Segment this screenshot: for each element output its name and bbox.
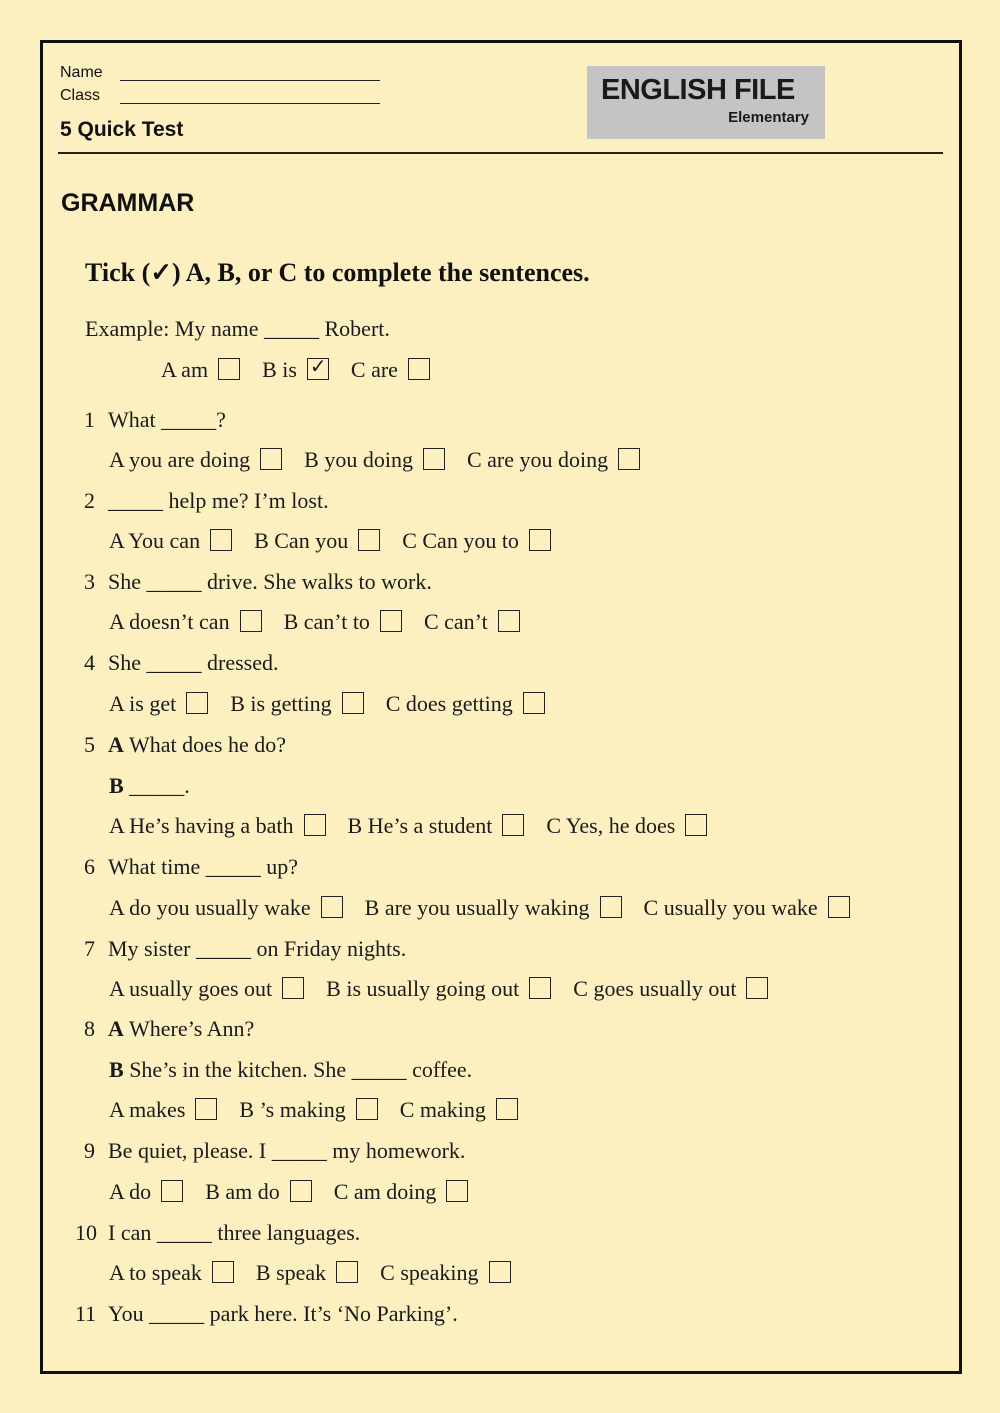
checkbox-b[interactable] xyxy=(380,610,402,632)
question-6-options xyxy=(109,895,850,921)
question-number: 3 xyxy=(84,569,95,594)
option-c: C Yes, he does xyxy=(546,813,676,838)
question-2 xyxy=(84,488,329,514)
checkbox-b[interactable] xyxy=(342,692,364,714)
question-number: 6 xyxy=(84,854,95,879)
example-option-b: B is xyxy=(262,357,297,382)
checkbox-a[interactable] xyxy=(321,896,343,918)
option-b: B is usually going out xyxy=(326,976,520,1001)
checkbox-c[interactable] xyxy=(489,1261,511,1283)
speaker-a: A xyxy=(108,1016,124,1041)
question-text: She _____ drive. She walks to work. xyxy=(108,569,432,594)
checkbox-a[interactable] xyxy=(282,977,304,999)
question-text: What _____? xyxy=(108,407,226,432)
checkbox-b[interactable] xyxy=(336,1261,358,1283)
option-b: B are you usually waking xyxy=(364,895,590,920)
name-field[interactable] xyxy=(120,80,380,81)
checkbox-a[interactable] xyxy=(212,1261,234,1283)
option-a: A do you usually wake xyxy=(109,895,311,920)
instruction: Tick (✓) A, B, or C to complete the sentences. xyxy=(85,258,590,287)
option-b: B ’s making xyxy=(239,1097,346,1122)
question-number: 1 xyxy=(84,407,95,432)
logo-title: ENGLISH FILE xyxy=(601,74,795,106)
question-9-options xyxy=(109,1179,468,1205)
question-8 xyxy=(84,1016,254,1042)
question-9 xyxy=(84,1138,465,1164)
question-text-b: _____. xyxy=(129,773,190,798)
example-options xyxy=(161,354,430,383)
question-2-options xyxy=(109,528,551,554)
question-number: 5 xyxy=(84,732,95,757)
option-c: C can’t xyxy=(423,609,488,634)
question-6 xyxy=(84,854,298,880)
checkbox-a[interactable] xyxy=(260,448,282,470)
option-a: A doesn’t can xyxy=(109,609,230,634)
option-c: C does getting xyxy=(385,691,513,716)
question-number: 8 xyxy=(84,1016,95,1041)
question-11 xyxy=(75,1301,458,1327)
question-3-options xyxy=(109,609,520,635)
question-text-a: Where’s Ann? xyxy=(129,1016,255,1041)
checkbox-a[interactable] xyxy=(240,610,262,632)
question-text: She _____ dressed. xyxy=(108,650,279,675)
checkbox-b[interactable] xyxy=(356,1098,378,1120)
example-checkbox-a[interactable] xyxy=(218,358,240,380)
checkbox-c[interactable] xyxy=(685,814,707,836)
checkbox-c[interactable] xyxy=(529,529,551,551)
checkbox-b[interactable] xyxy=(423,448,445,470)
class-label: Class xyxy=(60,87,101,104)
option-b: B you doing xyxy=(304,447,413,472)
checkbox-b[interactable] xyxy=(502,814,524,836)
header-divider xyxy=(58,152,943,154)
option-c: C Can you to xyxy=(402,528,519,553)
question-5-response xyxy=(109,773,190,799)
checkbox-c[interactable] xyxy=(496,1098,518,1120)
name-label: Name xyxy=(60,64,103,81)
test-title: 5 Quick Test xyxy=(60,118,184,141)
option-c: C am doing xyxy=(333,1179,437,1204)
question-number: 9 xyxy=(84,1138,95,1163)
question-3 xyxy=(84,569,432,595)
question-7 xyxy=(84,936,406,962)
logo-level: Elementary xyxy=(728,109,809,126)
english-file-logo xyxy=(587,66,825,139)
checkbox-b[interactable] xyxy=(358,529,380,551)
example-sentence: Example: My name _____ Robert. xyxy=(85,316,390,341)
checkbox-a[interactable] xyxy=(161,1180,183,1202)
question-text: What time _____ up? xyxy=(108,854,299,879)
speaker-b: B xyxy=(109,1057,124,1082)
question-text-b: She’s in the kitchen. She _____ coffee. xyxy=(129,1057,473,1082)
question-8-response xyxy=(109,1057,472,1083)
question-8-options xyxy=(109,1097,518,1123)
checkbox-b[interactable] xyxy=(290,1180,312,1202)
question-text: I can _____ three languages. xyxy=(108,1220,361,1245)
option-c: C are you doing xyxy=(466,447,609,472)
option-a: A He’s having a bath xyxy=(109,813,294,838)
option-a: A You can xyxy=(109,528,201,553)
question-number: 4 xyxy=(84,650,95,675)
speaker-a: A xyxy=(108,732,124,757)
checkbox-c[interactable] xyxy=(446,1180,468,1202)
checkbox-c[interactable] xyxy=(523,692,545,714)
option-b: B He’s a student xyxy=(347,813,493,838)
option-a: A makes xyxy=(109,1097,186,1122)
example-checkbox-b[interactable] xyxy=(307,354,329,380)
question-text: _____ help me? I’m lost. xyxy=(108,488,329,513)
option-a: A usually goes out xyxy=(109,976,273,1001)
option-a: A to speak xyxy=(109,1260,202,1285)
option-b: B am do xyxy=(205,1179,280,1204)
example-option-a: A am xyxy=(161,357,209,382)
option-b: B Can you xyxy=(254,528,349,553)
option-a: A is get xyxy=(109,691,177,716)
checkbox-c[interactable] xyxy=(828,896,850,918)
example-checkbox-c[interactable] xyxy=(408,358,430,380)
option-a: A you are doing xyxy=(109,447,251,472)
checkbox-a[interactable] xyxy=(304,814,326,836)
option-b: B is getting xyxy=(230,691,332,716)
checkbox-c[interactable] xyxy=(498,610,520,632)
checkbox-b[interactable] xyxy=(600,896,622,918)
section-title: GRAMMAR xyxy=(61,189,195,217)
question-5-options xyxy=(109,813,707,839)
option-c: C usually you wake xyxy=(643,895,818,920)
question-4 xyxy=(84,650,278,676)
option-c: C goes usually out xyxy=(573,976,737,1001)
speaker-b: B xyxy=(109,773,124,798)
question-number: 10 xyxy=(75,1220,97,1245)
question-1-options xyxy=(109,447,640,473)
question-1 xyxy=(84,407,226,433)
question-number: 11 xyxy=(75,1301,97,1326)
checkbox-a[interactable] xyxy=(186,692,208,714)
option-c: C making xyxy=(399,1097,486,1122)
class-field[interactable] xyxy=(120,103,380,104)
checkbox-c[interactable] xyxy=(618,448,640,470)
question-text-a: What does he do? xyxy=(129,732,286,757)
question-5 xyxy=(84,732,286,758)
option-c: C speaking xyxy=(380,1260,479,1285)
checkbox-b[interactable] xyxy=(529,977,551,999)
checkbox-a[interactable] xyxy=(210,529,232,551)
example-option-c: C are xyxy=(350,357,398,382)
question-number: 7 xyxy=(84,936,95,961)
question-text: My sister _____ on Friday nights. xyxy=(108,936,407,961)
question-text: Be quiet, please. I _____ my homework. xyxy=(108,1138,466,1163)
tick-icon: ✓ xyxy=(309,354,327,378)
question-text: You _____ park here. It’s ‘No Parking’. xyxy=(108,1301,458,1326)
question-7-options xyxy=(109,976,768,1002)
checkbox-c[interactable] xyxy=(746,977,768,999)
question-number: 2 xyxy=(84,488,95,513)
option-b: B speak xyxy=(255,1260,327,1285)
question-10 xyxy=(75,1220,360,1246)
checkbox-a[interactable] xyxy=(195,1098,217,1120)
option-b: B can’t to xyxy=(283,609,370,634)
question-10-options xyxy=(109,1260,511,1286)
question-4-options xyxy=(109,691,545,717)
option-a: A do xyxy=(109,1179,152,1204)
